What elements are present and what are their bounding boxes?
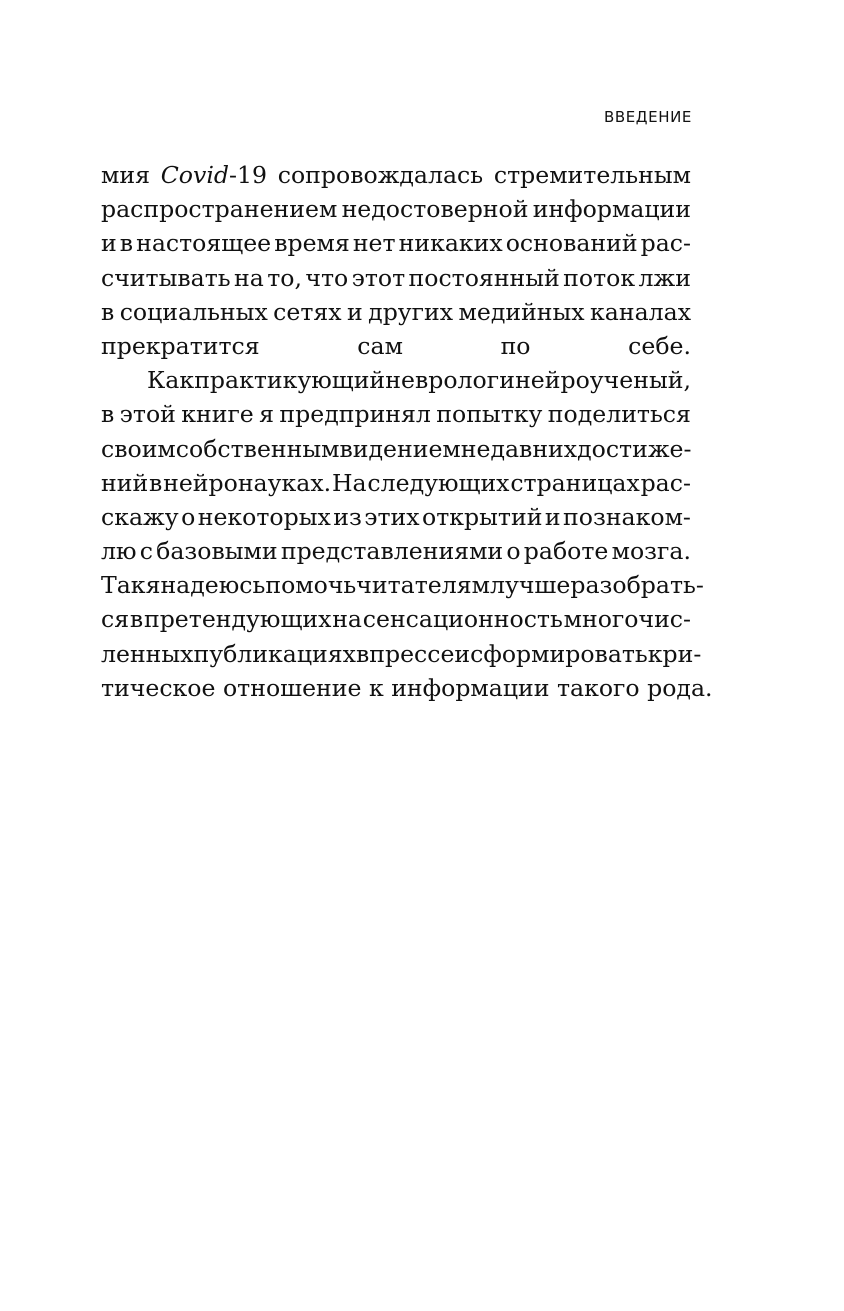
word: социальных: [119, 297, 268, 326]
word: ся: [101, 605, 130, 634]
word: в: [119, 229, 134, 258]
word: надеюсь: [160, 571, 266, 600]
word: с: [139, 537, 153, 566]
word: сенсационность: [362, 605, 563, 634]
word: своим: [101, 434, 176, 463]
word: недостоверной: [341, 195, 529, 224]
word: На: [331, 468, 367, 497]
word: представлениями: [280, 537, 504, 566]
word: Как: [147, 366, 195, 395]
word: книге: [181, 400, 254, 429]
word: постоянный: [408, 263, 560, 292]
word: нейронауках.: [163, 468, 332, 497]
text-line: [101, 397, 691, 431]
word: в: [149, 468, 163, 497]
word: лучше: [489, 571, 571, 600]
word: видением: [339, 434, 461, 463]
word: кри-: [647, 639, 702, 668]
word: в: [355, 639, 370, 668]
text-line: [101, 432, 691, 466]
text-line: [101, 568, 704, 602]
word: других: [368, 297, 454, 326]
paragraph: [101, 363, 713, 705]
word: рас-: [640, 229, 691, 258]
word: лжи: [638, 263, 691, 292]
word: в: [101, 400, 115, 429]
word: ленных: [101, 639, 194, 668]
text-line: [101, 192, 691, 226]
text-line: [101, 602, 691, 636]
word: Так: [101, 571, 146, 600]
word: публикациях: [193, 639, 356, 668]
word: недавних: [460, 434, 578, 463]
word: и: [499, 366, 515, 395]
word: о: [506, 537, 521, 566]
word: информации: [532, 195, 691, 224]
word: нет: [352, 229, 396, 258]
word: на: [332, 605, 362, 634]
word: претендующих: [143, 605, 332, 634]
word: и: [347, 297, 363, 326]
word: рас-: [640, 468, 691, 497]
word: сопровождалась: [277, 161, 484, 189]
word: и: [454, 639, 471, 668]
text-line: [101, 637, 702, 671]
word: и: [544, 502, 561, 531]
word: я: [145, 571, 161, 600]
word: лю: [101, 537, 137, 566]
word: о: [181, 502, 196, 531]
word: на: [234, 263, 264, 292]
word: тическое отношение к информации такого рода.: [101, 673, 713, 702]
word: страницах: [510, 468, 640, 497]
word: я: [259, 400, 275, 429]
text-line: [101, 363, 691, 397]
word: предпринял: [279, 400, 431, 429]
word: поток: [563, 263, 636, 292]
running-head: ВВЕДЕНИЕ: [603, 108, 692, 126]
text-line: [101, 158, 691, 192]
word: читателям: [356, 571, 490, 600]
word: сформировать: [470, 639, 648, 668]
word: практикующий: [194, 366, 386, 395]
word: некоторых: [197, 502, 331, 531]
word: скажу: [101, 502, 179, 531]
word: ний: [101, 468, 149, 497]
text-line: [101, 329, 691, 363]
word: в: [129, 605, 144, 634]
word: каналах: [590, 297, 691, 326]
word: прессе: [369, 639, 455, 668]
text-line: [101, 500, 691, 534]
text-line: [101, 261, 691, 295]
word: и: [101, 229, 117, 258]
word: невролог: [385, 366, 500, 395]
word: попытку: [436, 400, 543, 429]
text-line: [101, 466, 691, 500]
word: из: [333, 502, 362, 531]
word: то,: [267, 263, 302, 292]
word: помочь: [265, 571, 357, 600]
word: настоящее: [136, 229, 272, 258]
word: что: [305, 263, 349, 292]
word: достиже-: [577, 434, 692, 463]
word: многочис-: [563, 605, 691, 634]
word: в: [101, 297, 115, 326]
word: время: [274, 229, 350, 258]
word: мия: [101, 161, 150, 189]
word: Covid-19: [160, 161, 267, 189]
word: сетях: [273, 297, 342, 326]
word: собственным: [175, 434, 340, 463]
word: следующих: [367, 468, 510, 497]
word: этой: [119, 400, 176, 429]
word: этот: [351, 263, 406, 292]
word: стремительным: [493, 161, 691, 189]
word: работе: [523, 537, 609, 566]
word: оснований: [505, 229, 638, 258]
text-line: [101, 534, 691, 568]
text-line: [101, 295, 691, 329]
word: поделиться: [547, 400, 691, 429]
word: никаких: [398, 229, 503, 258]
word: распространением: [101, 195, 338, 224]
text-line: [101, 671, 713, 705]
word: базовыми: [156, 537, 278, 566]
word: считывать: [101, 263, 231, 292]
body-text: [101, 158, 713, 705]
word: этих: [364, 502, 420, 531]
word: познаком-: [563, 502, 691, 531]
text-line: [101, 226, 691, 260]
word: прекратится сам по себе.: [101, 331, 691, 360]
word: разобрать-: [570, 571, 704, 600]
word: нейроученый,: [515, 366, 691, 395]
word: медийных: [458, 297, 585, 326]
word: открытий: [422, 502, 543, 531]
paragraph: [101, 158, 691, 363]
word: мозга.: [611, 537, 691, 566]
